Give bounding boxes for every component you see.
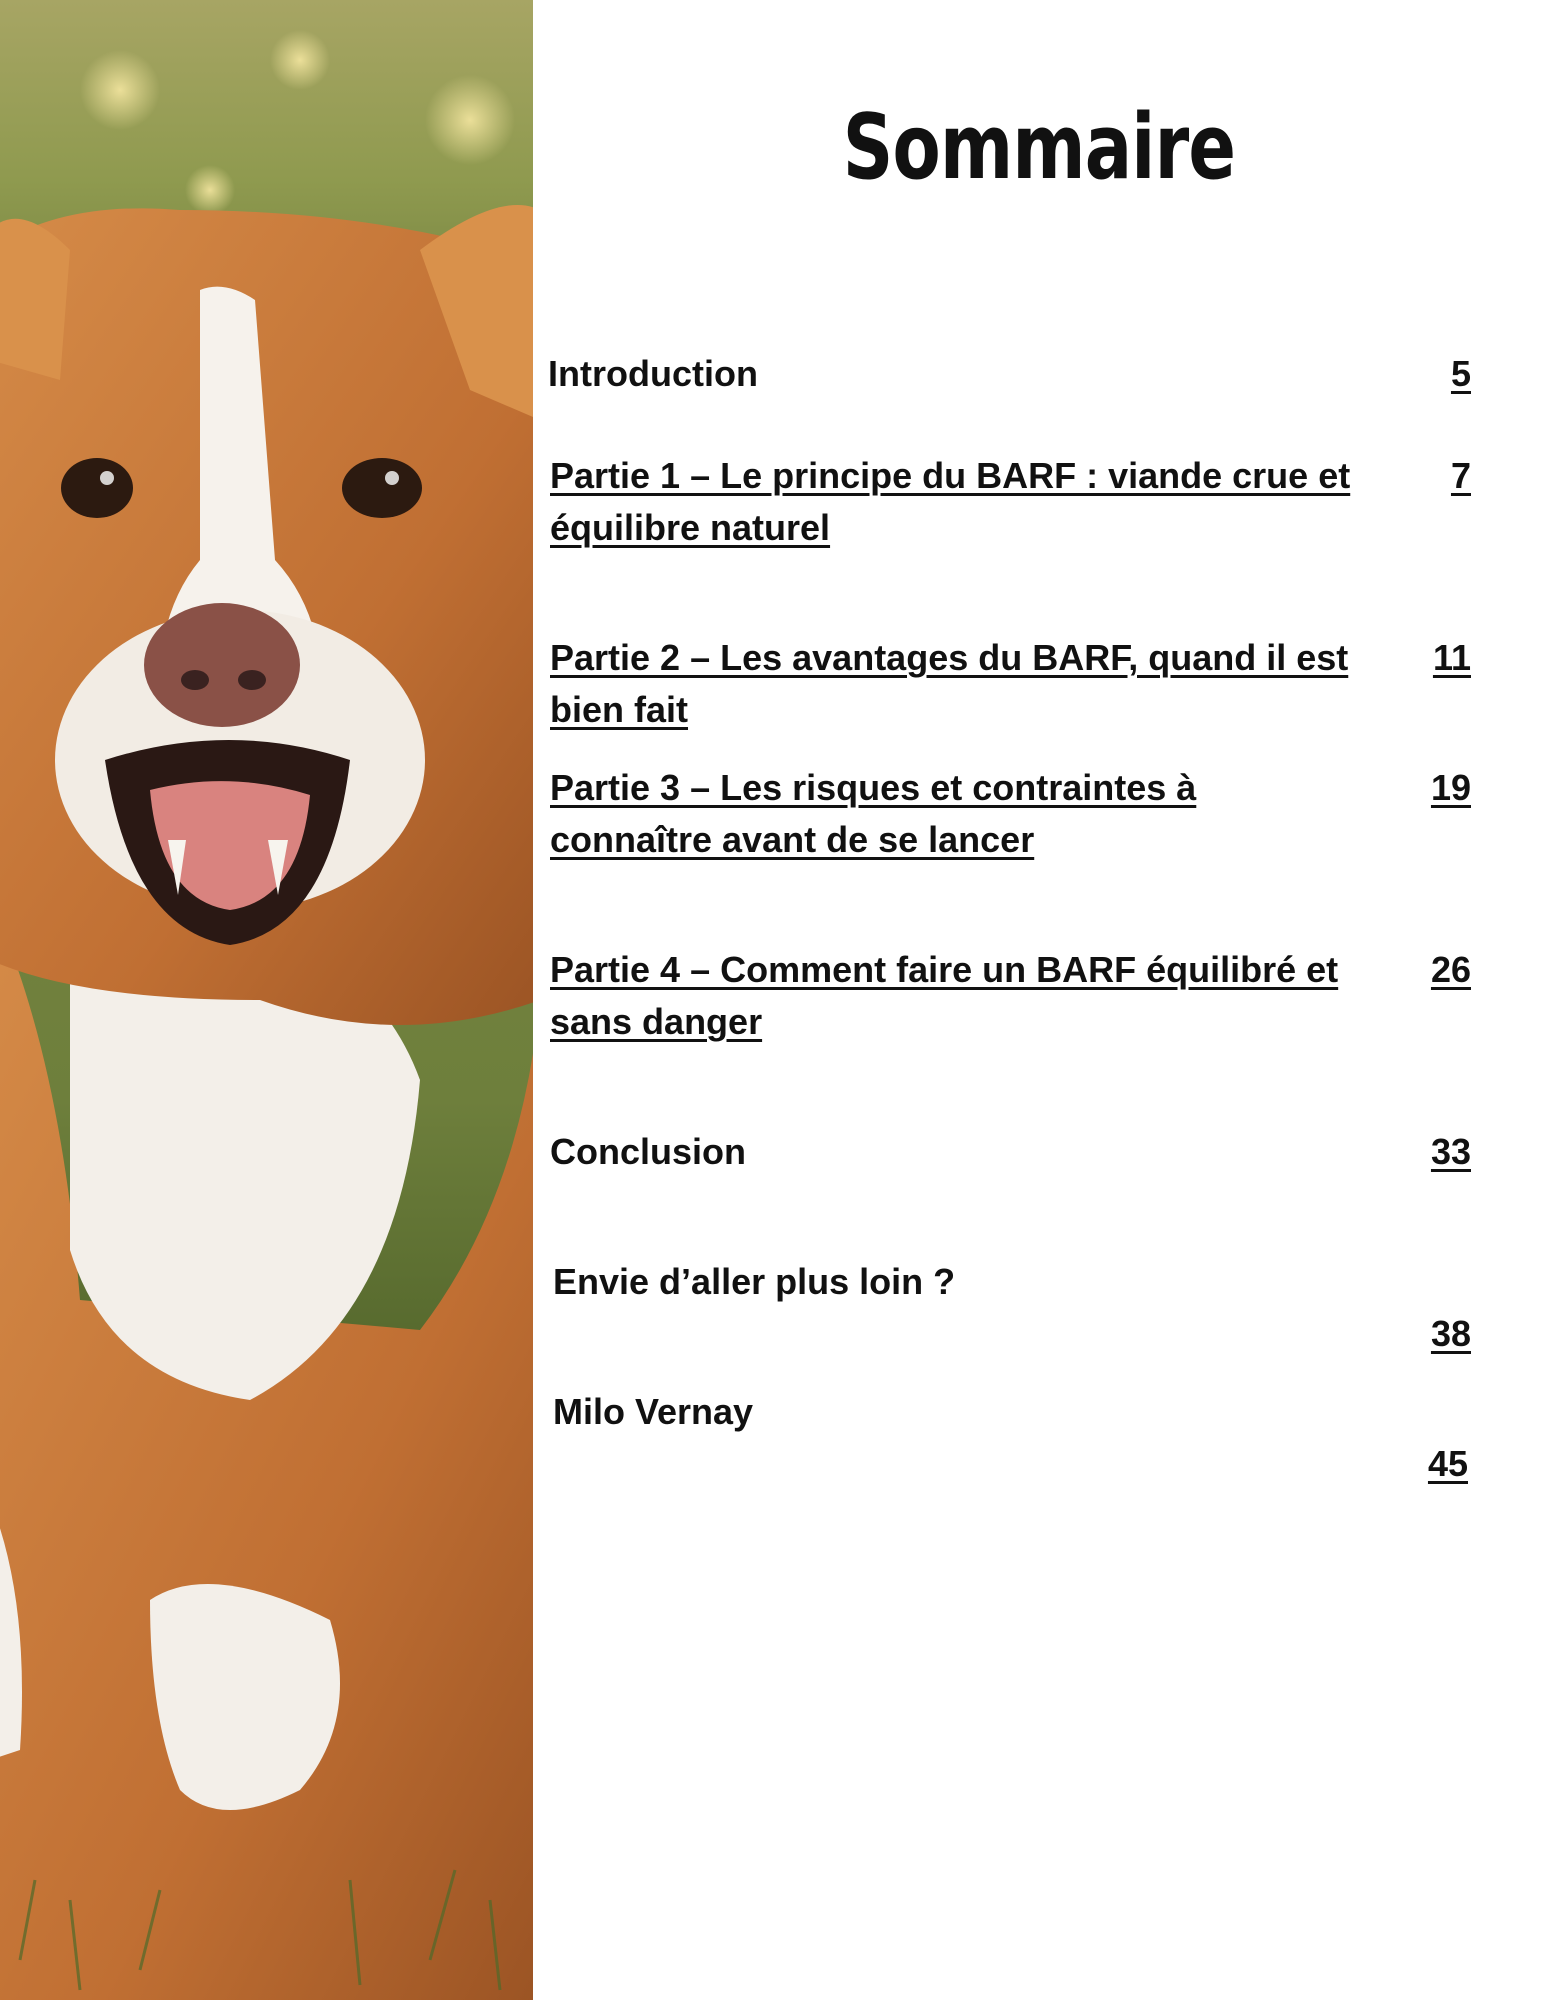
- toc-page-conclusion[interactable]: 33: [1430, 1131, 1471, 1172]
- toc-page-partie-2[interactable]: 11: [1432, 637, 1471, 678]
- toc-entry-partie-1[interactable]: Partie 1 – Le principe du BARF : viande crue et équilibre naturel: [550, 455, 1351, 548]
- page-title: Sommaire: [842, 95, 1236, 200]
- toc-page-partie-4[interactable]: 26: [1430, 949, 1471, 990]
- toc-entry-milo-vernay: Milo Vernay: [553, 1391, 754, 1432]
- toc-panel: [533, 0, 1545, 2000]
- toc-entry-introduction: Introduction: [548, 353, 758, 394]
- toc-entry-partie-2[interactable]: Partie 2 – Les avantages du BARF, quand il est bien fait: [550, 637, 1349, 730]
- toc-entry-conclusion: Conclusion: [550, 1131, 746, 1172]
- toc-page-introduction[interactable]: 5: [1450, 353, 1471, 394]
- dog-illustration: [0, 0, 533, 2000]
- toc-page-partie-1[interactable]: 7: [1450, 455, 1471, 496]
- toc-entry-envie: Envie d’aller plus loin ?: [553, 1261, 956, 1302]
- toc-entry-partie-3[interactable]: Partie 3 – Les risques et contraintes à connaître avant de se lancer: [550, 767, 1197, 860]
- toc-page-partie-3[interactable]: 19: [1430, 767, 1471, 808]
- toc-entry-partie-4[interactable]: Partie 4 – Comment faire un BARF équilibré et sans danger: [550, 949, 1339, 1042]
- toc-page-milo-vernay[interactable]: 45: [1427, 1443, 1468, 1484]
- dog-photo: [0, 0, 533, 2000]
- toc-page-envie[interactable]: 38: [1430, 1313, 1471, 1354]
